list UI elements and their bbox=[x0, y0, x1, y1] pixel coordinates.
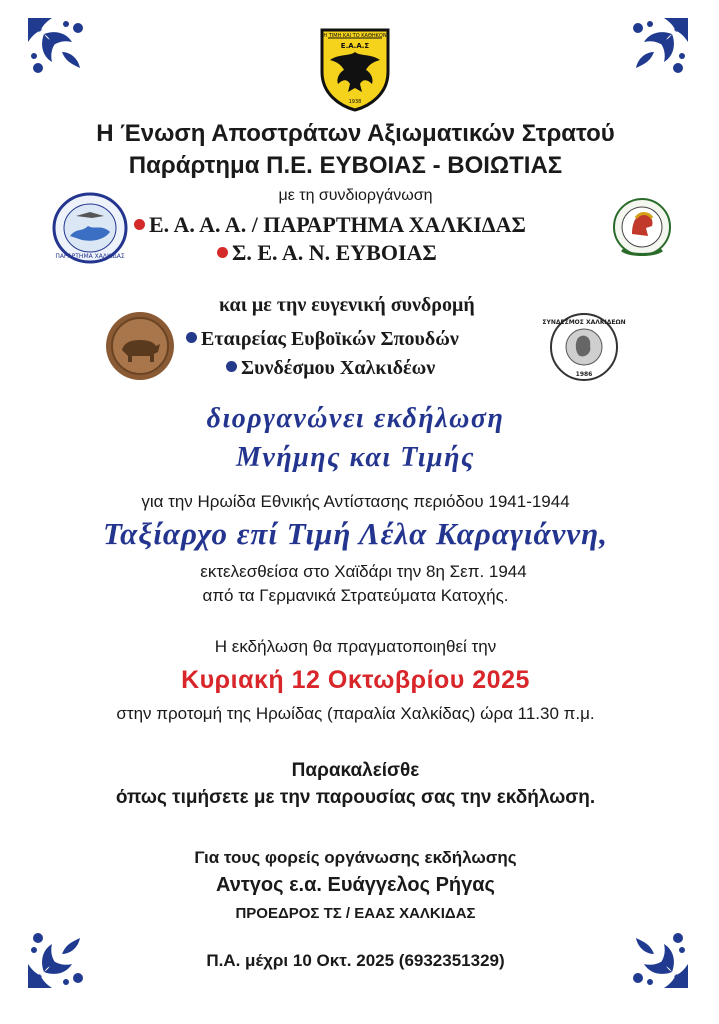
syndesmos-chalkideon-logo bbox=[542, 312, 626, 382]
syndesmos-logo-year: 1986 bbox=[575, 371, 593, 378]
eaaa-chalkida-logo bbox=[52, 192, 128, 264]
rsvp-line: Π.Α. μέχρι 10 Οκτ. 2025 (6932351329) bbox=[206, 951, 505, 970]
bullet-blue-dot bbox=[186, 332, 197, 343]
bullet-red-dot bbox=[217, 247, 228, 258]
event-will-take-place: Η εκδήλωση θα πραγματοποιηθεί την bbox=[214, 637, 497, 656]
honoree-name: Ταξίαρχο επί Τιμή Λέλα Καραγιάννη, bbox=[103, 516, 608, 551]
eaaa-logo-text: ΠΑΡΑΡΤΗΜΑ ΧΑΛΚΙΔΑΣ bbox=[55, 253, 125, 260]
bullet-red-dot bbox=[134, 219, 145, 230]
header-line-1: Η Ένωση Αποστράτων Αξιωματικών Στρατού bbox=[96, 120, 615, 147]
emblem-motto: Η ΤΙΜΗ ΚΑΙ ΤΟ ΚΑΘΗΚΟΝ bbox=[323, 33, 387, 39]
invite-line-1: Παρακαλείσθε bbox=[291, 760, 420, 781]
co-organizers-intro: με τη συνδιοργάνωση bbox=[278, 187, 433, 204]
euboean-studies-coin-logo bbox=[104, 310, 176, 382]
corner-ornament-top-left bbox=[26, 16, 96, 86]
event-location-time: στην προτομή της Ηρωίδας (παραλία Χαλκίδας) ώρα 11.30 π.μ. bbox=[116, 704, 595, 723]
header-line-2: Παράρτημα Π.Ε. ΕΥΒΟΙΑΣ - ΒΟΙΩΤΙΑΣ bbox=[128, 152, 563, 179]
execution-line-2: από τα Γερμανικά Στρατεύματα Κατοχής. bbox=[202, 586, 509, 605]
sponsor-label: Εταιρείας Ευβοϊκών Σπουδών bbox=[201, 328, 459, 350]
sean-euboea-logo bbox=[612, 190, 672, 264]
sponsor-item-2 bbox=[226, 357, 435, 380]
emblem-abbr: Ε.Α.Α.Σ bbox=[340, 42, 370, 50]
corner-ornament-top-right bbox=[620, 16, 690, 86]
sponsor-item-1 bbox=[186, 328, 459, 351]
co-organizer-label: Σ. Ε. Α. Ν. ΕΥΒΟΙΑΣ bbox=[232, 240, 437, 265]
signature-role: ΠΡΟΕΔΡΟΣ ΤΣ / ΕΑΑΣ ΧΑΛΚΙΔΑΣ bbox=[235, 905, 476, 922]
script-memory-honor: Μνήμης και Τιμής bbox=[236, 442, 475, 473]
co-organizer-item-2 bbox=[217, 240, 437, 266]
signature-name: Αντγος ε.α. Ευάγγελος Ρήγας bbox=[216, 874, 495, 896]
eaas-shield-emblem bbox=[318, 26, 392, 112]
bullet-blue-dot bbox=[226, 361, 237, 372]
event-date: Κυριακή 12 Οκτωβρίου 2025 bbox=[181, 666, 530, 694]
co-organizer-item-1 bbox=[134, 212, 526, 238]
sponsors-intro: και με την ευγενική συνδρομή bbox=[219, 294, 475, 316]
heroine-description: για την Ηρωίδα Εθνικής Αντίστασης περιόδου 1941-1944 bbox=[141, 492, 570, 511]
syndesmos-logo-text: ΣΥΝΔΕΣΜΟΣ ΧΑΛΚΙΔΕΩΝ bbox=[542, 319, 626, 326]
co-organizer-label: Ε. Α. Α. Α. / ΠΑΡΑΡΤΗΜΑ ΧΑΛΚΙΔΑΣ bbox=[149, 212, 526, 237]
invite-line-2: όπως τιμήσετε με την παρουσίας σας την εκδήλωση. bbox=[115, 787, 596, 808]
emblem-year: 1938 bbox=[348, 99, 362, 105]
sponsor-label: Συνδέσμου Χαλκιδέων bbox=[241, 357, 436, 379]
script-organizes-event: διοργανώνει εκδήλωση bbox=[206, 403, 505, 434]
execution-line-1: εκτελεσθείσα στο Χαϊδάρι την 8η Σεπ. 1944 bbox=[200, 562, 527, 581]
signature-intro: Για τους φορείς οργάνωσης εκδήλωσης bbox=[194, 848, 517, 867]
